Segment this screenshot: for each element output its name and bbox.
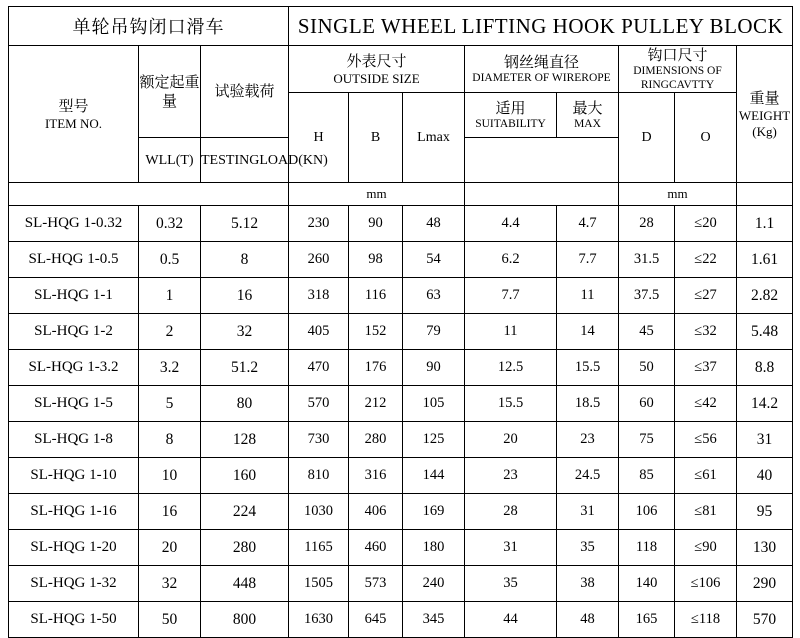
header-item-no-cn: 型号 <box>58 97 89 115</box>
header-weight <box>737 46 793 183</box>
row-b: 316 <box>349 458 403 494</box>
row-weight: 130 <box>737 530 793 566</box>
row-d: 50 <box>619 350 675 386</box>
header-o: O <box>700 130 711 146</box>
row-rope-fit: 35 <box>465 566 557 602</box>
table-row <box>9 458 793 494</box>
row-b: 406 <box>349 494 403 530</box>
unit-wirerope <box>465 183 619 206</box>
row-d: 118 <box>619 530 675 566</box>
table-row <box>9 206 793 242</box>
row-load: 128 <box>201 422 289 458</box>
header-wirerope-suitability <box>465 93 557 138</box>
row-load: 280 <box>201 530 289 566</box>
row-rope-max: 23 <box>557 422 619 458</box>
header-testing-load-en: TESTINGLOAD(KN) <box>201 152 328 168</box>
row-rope-fit: 7.7 <box>465 278 557 314</box>
row-b: 116 <box>349 278 403 314</box>
row-rope-fit: 12.5 <box>465 350 557 386</box>
row-d: 28 <box>619 206 675 242</box>
header-ringcavity-cn: 钩口尺寸 <box>647 46 708 64</box>
row-h: 470 <box>289 350 349 386</box>
header-ringcavity-en: DIMENSIONS OF RINGCAVTTY <box>633 64 722 91</box>
row-lmax: 240 <box>403 566 465 602</box>
row-wll: 20 <box>139 530 201 566</box>
row-weight: 570 <box>737 602 793 638</box>
row-h: 230 <box>289 206 349 242</box>
row-wll: 8 <box>139 422 201 458</box>
row-load: 160 <box>201 458 289 494</box>
table-row <box>9 530 793 566</box>
row-d: 106 <box>619 494 675 530</box>
table-row <box>9 422 793 458</box>
row-item-no: SL-HQG 1-3.2 <box>9 350 139 386</box>
row-load: 32 <box>201 314 289 350</box>
table-row <box>9 494 793 530</box>
row-b: 645 <box>349 602 403 638</box>
row-lmax: 105 <box>403 386 465 422</box>
row-h: 1030 <box>289 494 349 530</box>
row-h: 405 <box>289 314 349 350</box>
row-b: 176 <box>349 350 403 386</box>
header-unit-row <box>9 183 793 206</box>
row-d: 60 <box>619 386 675 422</box>
row-rope-fit: 23 <box>465 458 557 494</box>
header-wirerope-max-en: MAX <box>574 117 601 130</box>
row-o: ≤42 <box>675 386 737 422</box>
header-outside-size-cn: 外表尺寸 <box>346 52 407 70</box>
header-outside-size-en: OUTSIDE SIZE <box>333 70 420 86</box>
header-weight-cn: 重量 <box>749 89 780 108</box>
header-outside-size-h <box>289 93 349 183</box>
row-o: ≤27 <box>675 278 737 314</box>
header-wirerope-max-cn: 最大 <box>572 99 603 118</box>
row-weight: 5.48 <box>737 314 793 350</box>
unit-outside-size <box>289 183 465 206</box>
row-o: ≤118 <box>675 602 737 638</box>
row-h: 570 <box>289 386 349 422</box>
header-wll <box>139 46 201 138</box>
row-weight: 8.8 <box>737 350 793 386</box>
header-item-no <box>9 46 139 183</box>
row-rope-fit: 44 <box>465 602 557 638</box>
row-load: 224 <box>201 494 289 530</box>
row-weight: 40 <box>737 458 793 494</box>
row-item-no: SL-HQG 1-10 <box>9 458 139 494</box>
row-o: ≤61 <box>675 458 737 494</box>
header-wirerope-max <box>557 93 619 138</box>
row-wll: 5 <box>139 386 201 422</box>
header-h: H <box>313 130 324 146</box>
row-lmax: 169 <box>403 494 465 530</box>
row-rope-fit: 6.2 <box>465 242 557 278</box>
row-item-no: SL-HQG 1-5 <box>9 386 139 422</box>
header-outside-size-lmax <box>403 93 465 183</box>
row-wll: 0.5 <box>139 242 201 278</box>
header-testing-load-cn: 试验载荷 <box>214 82 275 101</box>
row-lmax: 63 <box>403 278 465 314</box>
row-rope-max: 15.5 <box>557 350 619 386</box>
row-b: 90 <box>349 206 403 242</box>
row-weight: 290 <box>737 566 793 602</box>
row-rope-max: 11 <box>557 278 619 314</box>
row-b: 280 <box>349 422 403 458</box>
row-lmax: 54 <box>403 242 465 278</box>
row-d: 45 <box>619 314 675 350</box>
row-d: 75 <box>619 422 675 458</box>
row-o: ≤32 <box>675 314 737 350</box>
row-rope-max: 31 <box>557 494 619 530</box>
row-item-no: SL-HQG 1-2 <box>9 314 139 350</box>
row-o: ≤81 <box>675 494 737 530</box>
row-item-no: SL-HQG 1-32 <box>9 566 139 602</box>
header-wll-cn: 额定起重量 <box>139 72 200 110</box>
unit-ringcavity-text: mm <box>667 186 688 202</box>
row-item-no: SL-HQG 1-1 <box>9 278 139 314</box>
row-lmax: 79 <box>403 314 465 350</box>
title-english-cell <box>289 7 793 46</box>
row-item-no: SL-HQG 1-0.5 <box>9 242 139 278</box>
row-weight: 14.2 <box>737 386 793 422</box>
row-wll: 50 <box>139 602 201 638</box>
row-wll: 0.32 <box>139 206 201 242</box>
row-wll: 2 <box>139 314 201 350</box>
row-rope-max: 18.5 <box>557 386 619 422</box>
row-b: 573 <box>349 566 403 602</box>
row-o: ≤22 <box>675 242 737 278</box>
row-item-no: SL-HQG 1-8 <box>9 422 139 458</box>
header-wll-en: WLL(T) <box>145 152 194 168</box>
row-wll: 10 <box>139 458 201 494</box>
header-wirerope-suitability-en: SUITABILITY <box>475 117 546 130</box>
table-row <box>9 242 793 278</box>
row-h: 260 <box>289 242 349 278</box>
row-weight: 2.82 <box>737 278 793 314</box>
row-load: 8 <box>201 242 289 278</box>
row-rope-max: 4.7 <box>557 206 619 242</box>
row-d: 165 <box>619 602 675 638</box>
row-b: 212 <box>349 386 403 422</box>
row-item-no: SL-HQG 1-0.32 <box>9 206 139 242</box>
row-lmax: 125 <box>403 422 465 458</box>
row-wll: 1 <box>139 278 201 314</box>
table-row <box>9 350 793 386</box>
table-title-row <box>9 7 793 46</box>
row-rope-fit: 31 <box>465 530 557 566</box>
row-rope-max: 48 <box>557 602 619 638</box>
header-wirerope <box>465 46 619 93</box>
row-d: 31.5 <box>619 242 675 278</box>
table-row <box>9 278 793 314</box>
table-row <box>9 386 793 422</box>
row-rope-fit: 20 <box>465 422 557 458</box>
row-o: ≤37 <box>675 350 737 386</box>
header-testing-load-unit <box>201 138 328 183</box>
row-h: 1165 <box>289 530 349 566</box>
header-lmax: Lmax <box>417 130 450 146</box>
row-load: 16 <box>201 278 289 314</box>
header-d: D <box>641 130 652 146</box>
row-rope-max: 35 <box>557 530 619 566</box>
row-load: 5.12 <box>201 206 289 242</box>
row-h: 1505 <box>289 566 349 602</box>
row-rope-fit: 15.5 <box>465 386 557 422</box>
row-b: 152 <box>349 314 403 350</box>
unit-outside-size-text: mm <box>366 186 387 202</box>
row-o: ≤90 <box>675 530 737 566</box>
row-rope-max: 7.7 <box>557 242 619 278</box>
row-item-no: SL-HQG 1-50 <box>9 602 139 638</box>
row-h: 730 <box>289 422 349 458</box>
row-weight: 1.1 <box>737 206 793 242</box>
row-load: 448 <box>201 566 289 602</box>
row-weight: 31 <box>737 422 793 458</box>
row-h: 810 <box>289 458 349 494</box>
row-h: 318 <box>289 278 349 314</box>
header-weight-unit: (Kg) <box>752 123 777 139</box>
row-lmax: 48 <box>403 206 465 242</box>
specification-table <box>8 6 793 638</box>
table-row <box>9 314 793 350</box>
header-item-no-en: ITEM NO. <box>44 115 103 131</box>
row-load: 800 <box>201 602 289 638</box>
row-weight: 1.61 <box>737 242 793 278</box>
header-weight-en: WEIGHT <box>738 107 791 123</box>
row-lmax: 345 <box>403 602 465 638</box>
header-outside-size-b <box>349 93 403 183</box>
row-b: 460 <box>349 530 403 566</box>
row-rope-fit: 4.4 <box>465 206 557 242</box>
title-english: SINGLE WHEEL LIFTING HOOK PULLEY BLOCK <box>297 13 784 38</box>
header-ringcavity <box>619 46 737 93</box>
header-wll-unit <box>139 138 201 183</box>
row-h: 1630 <box>289 602 349 638</box>
row-load: 80 <box>201 386 289 422</box>
row-weight: 95 <box>737 494 793 530</box>
table-row <box>9 602 793 638</box>
title-chinese-cell <box>9 7 289 46</box>
row-lmax: 90 <box>403 350 465 386</box>
row-rope-max: 38 <box>557 566 619 602</box>
header-ringcavity-o <box>675 93 737 183</box>
row-o: ≤20 <box>675 206 737 242</box>
row-wll: 3.2 <box>139 350 201 386</box>
header-b: B <box>370 130 381 146</box>
row-rope-fit: 11 <box>465 314 557 350</box>
row-o: ≤106 <box>675 566 737 602</box>
unit-cell-left <box>9 183 289 206</box>
header-wirerope-spacer <box>465 138 619 183</box>
row-wll: 32 <box>139 566 201 602</box>
unit-ringcavity <box>619 183 737 206</box>
row-lmax: 180 <box>403 530 465 566</box>
header-row-1 <box>9 46 793 93</box>
row-load: 51.2 <box>201 350 289 386</box>
header-wirerope-en: DIAMETER OF WIREROPE <box>472 71 611 84</box>
row-rope-max: 14 <box>557 314 619 350</box>
row-item-no: SL-HQG 1-16 <box>9 494 139 530</box>
row-rope-max: 24.5 <box>557 458 619 494</box>
header-wirerope-cn: 钢丝绳直径 <box>503 52 579 71</box>
header-wirerope-suitability-cn: 适用 <box>495 99 526 118</box>
row-d: 85 <box>619 458 675 494</box>
row-b: 98 <box>349 242 403 278</box>
row-item-no: SL-HQG 1-20 <box>9 530 139 566</box>
unit-weight <box>737 183 793 206</box>
row-rope-fit: 28 <box>465 494 557 530</box>
table-row <box>9 566 793 602</box>
header-ringcavity-d <box>619 93 675 183</box>
header-outside-size <box>289 46 465 93</box>
row-d: 140 <box>619 566 675 602</box>
row-wll: 16 <box>139 494 201 530</box>
row-lmax: 144 <box>403 458 465 494</box>
row-o: ≤56 <box>675 422 737 458</box>
row-d: 37.5 <box>619 278 675 314</box>
title-chinese: 单轮吊钩闭口滑车 <box>72 17 225 38</box>
header-testing-load <box>201 46 289 138</box>
